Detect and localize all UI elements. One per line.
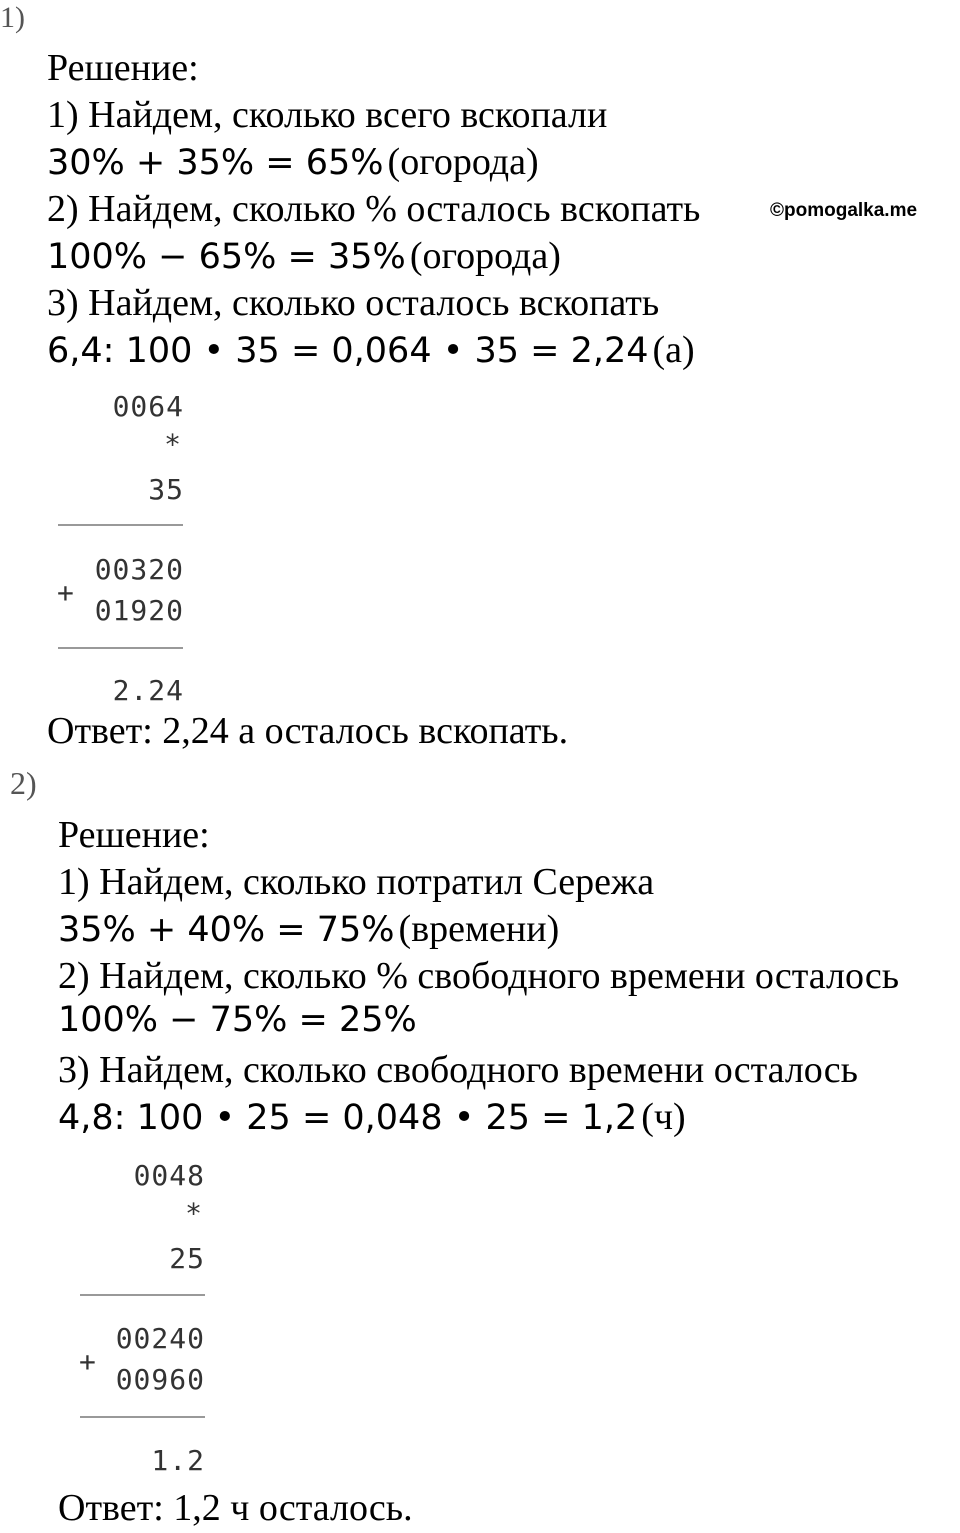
step-3-expression: 6,4: 100 • 35 = 0,064 • 35 = 2,24 — [47, 331, 649, 371]
step-1-text: 1) Найдем, сколько всего вскопали — [47, 94, 608, 136]
step-3-expression: 4,8: 100 • 25 = 0,048 • 25 = 1,2 — [58, 1098, 638, 1138]
step-2-line — [58, 1000, 417, 1040]
plus-sign: + — [79, 1345, 97, 1378]
step-3-line — [58, 1094, 686, 1141]
partial-product-1: 00320 — [94, 553, 184, 586]
solution-heading: Решение: — [47, 47, 199, 89]
divider-line — [58, 647, 183, 649]
step-2-text: 2) Найдем, сколько % свободного времени осталось — [58, 955, 900, 997]
step-3-text: 3) Найдем, сколько свободного времени осталось — [58, 1049, 858, 1091]
multiplicand: 0048 — [133, 1159, 205, 1192]
answer-text: Ответ: 1,2 ч осталось. — [58, 1487, 413, 1529]
partial-product-2: 00960 — [115, 1363, 205, 1396]
divider-line — [80, 1416, 205, 1418]
product-result: 1.2 — [151, 1444, 205, 1477]
step-3-unit: (ч) — [641, 1096, 686, 1138]
plus-sign: + — [57, 576, 75, 609]
answer-text: Ответ: 2,24 а осталось вскопать. — [47, 710, 569, 752]
partial-product-2: 01920 — [94, 594, 184, 627]
divider-line — [58, 524, 183, 526]
task-number: 2) — [10, 765, 37, 801]
step-2-text: 2) Найдем, сколько % осталось вскопать — [47, 188, 701, 230]
step-1-unit: (огорода) — [387, 141, 539, 183]
step-1-unit: (времени) — [398, 908, 560, 950]
divider-line — [80, 1294, 205, 1296]
product-result: 2.24 — [112, 674, 184, 707]
step-3-text: 3) Найдем, сколько осталось вскопать — [47, 282, 660, 324]
multiply-operator: * — [164, 428, 182, 461]
step-1-line — [58, 906, 559, 953]
solution-heading: Решение: — [58, 814, 210, 856]
step-3-unit: (а) — [652, 329, 695, 371]
step-3-line — [47, 327, 695, 374]
multiply-operator: * — [185, 1197, 203, 1230]
step-2-expression: 100% − 65% = 35% — [47, 237, 406, 277]
step-1-text: 1) Найдем, сколько потратил Сережа — [58, 861, 655, 903]
multiplier: 35 — [148, 473, 184, 506]
multiplicand: 0064 — [112, 390, 184, 423]
multiplier: 25 — [169, 1242, 205, 1275]
step-1-expression: 30% + 35% = 65% — [47, 143, 384, 183]
step-1-expression: 35% + 40% = 75% — [58, 910, 395, 950]
step-2-line — [47, 233, 561, 280]
step-1-line — [47, 139, 539, 186]
step-2-expression: 100% − 75% = 25% — [58, 1000, 417, 1040]
task-number: 1) — [0, 1, 25, 34]
watermark: ©pomogalka.me — [770, 200, 918, 221]
partial-product-1: 00240 — [115, 1322, 205, 1355]
step-2-unit: (огорода) — [409, 235, 561, 277]
